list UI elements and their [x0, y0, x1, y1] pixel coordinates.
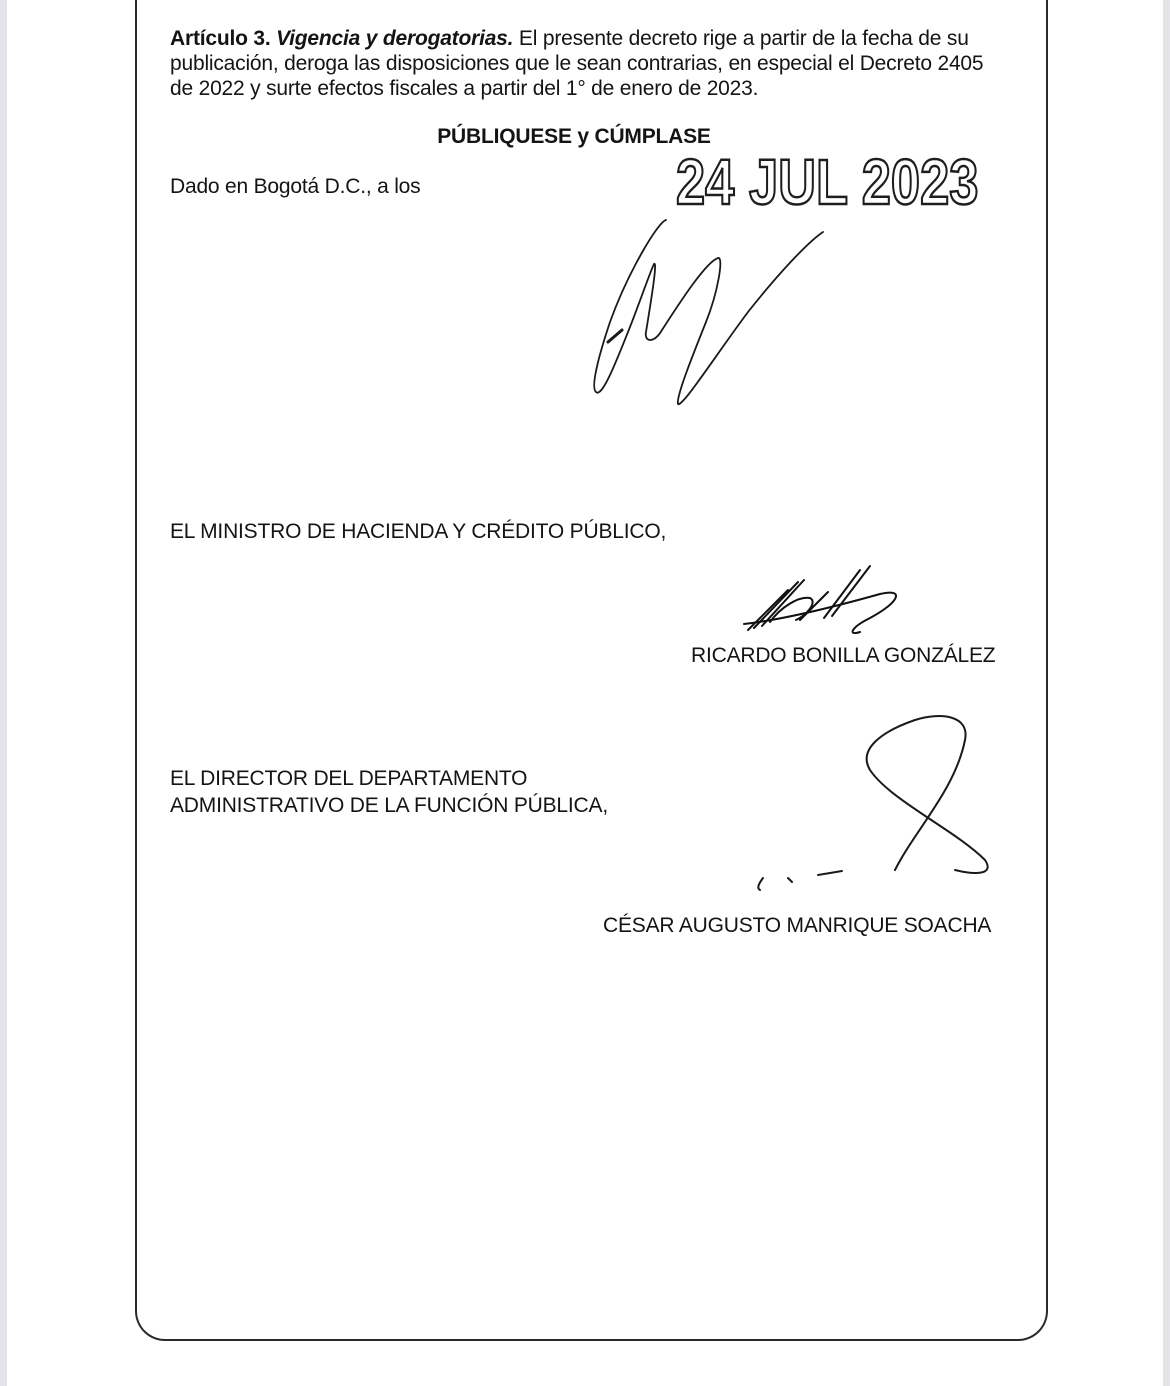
article-line-3: de 2022 y surte efectos fiscales a partir del 1° de enero de 2023. [170, 77, 759, 100]
minister-name: RICARDO BONILLA GONZÁLEZ [691, 644, 996, 667]
date-stamp: 24 JUL 2023 [676, 146, 979, 218]
article-heading: Vigencia y derogatorias. [276, 27, 514, 50]
director-title-line-2: ADMINISTRATIVO DE LA FUNCIÓN PÚBLICA, [170, 794, 608, 817]
article-line-2: publicación, deroga las disposiciones que le sean contrarias, en especial el Decreto 2405 [170, 52, 984, 75]
article-3-paragraph [170, 26, 1015, 101]
director-title-line-1: EL DIRECTOR DEL DEPARTAMENTO [170, 767, 528, 790]
viewer-left-edge [0, 0, 7, 1386]
article-text-1: El presente decreto rige a partir de la fecha de su [513, 27, 969, 50]
closing-formula: PÚBLIQUESE y CÚMPLASE [437, 125, 711, 148]
given-in-text: Dado en Bogotá D.C., a los [170, 175, 421, 198]
presidential-signature [588, 212, 828, 412]
viewer-right-edge [1163, 0, 1170, 1386]
director-signature [750, 710, 1000, 900]
minister-title: EL MINISTRO DE HACIENDA Y CRÉDITO PÚBLICO, [170, 520, 667, 543]
minister-signature [740, 562, 910, 638]
article-label: Artículo 3. [170, 27, 271, 50]
article-line-1 [170, 26, 1015, 51]
director-name: CÉSAR AUGUSTO MANRIQUE SOACHA [603, 914, 992, 937]
